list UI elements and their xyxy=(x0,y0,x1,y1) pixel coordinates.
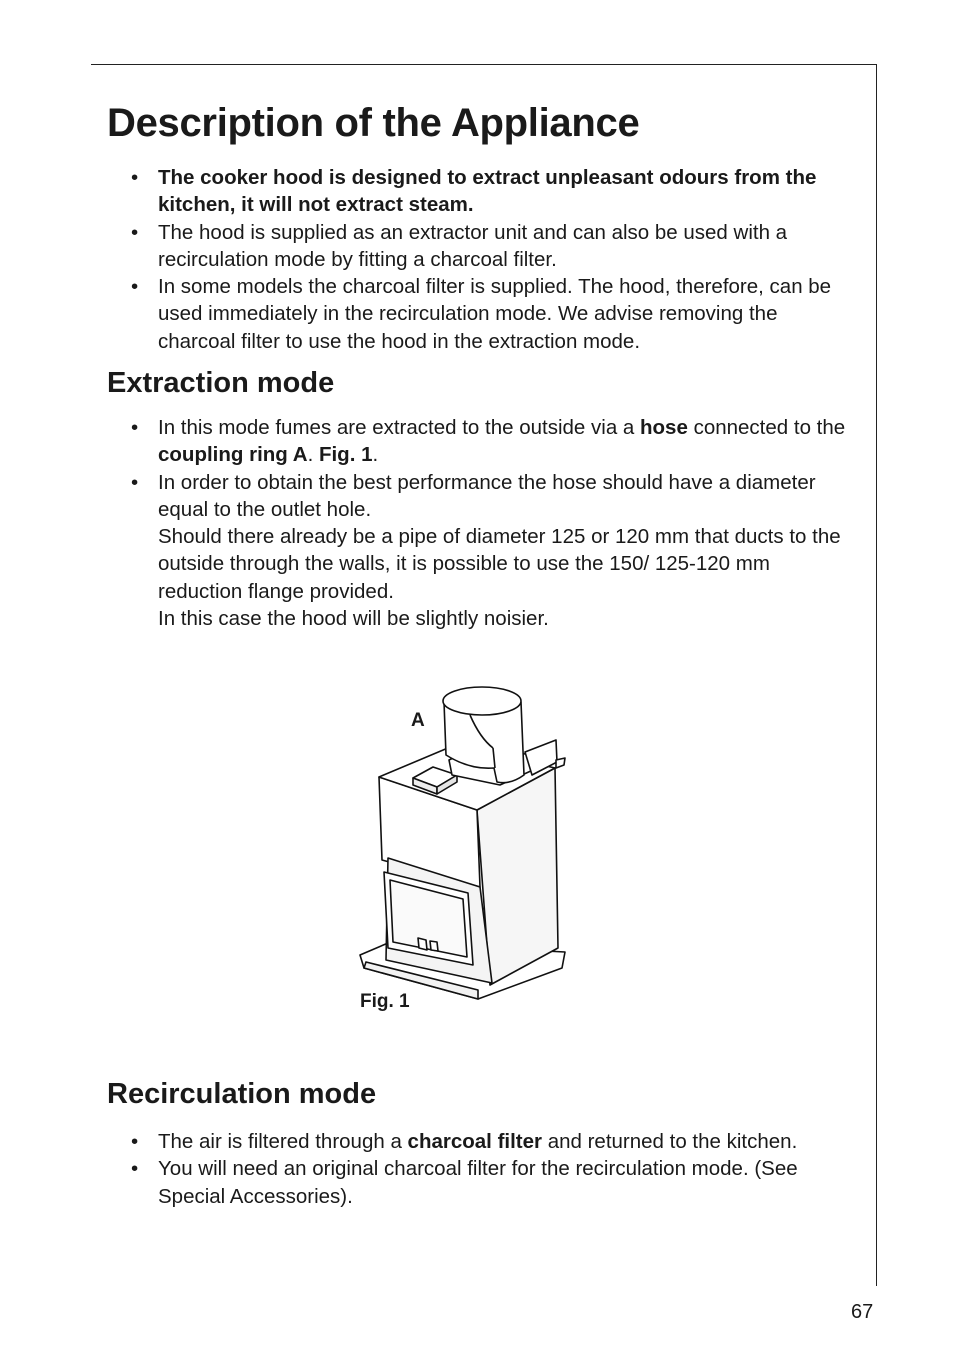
list-item xyxy=(131,469,851,633)
extraction-list xyxy=(131,414,851,632)
list-item xyxy=(131,164,851,219)
text-run: The air is filtered through a xyxy=(158,1130,408,1153)
right-border-rule xyxy=(876,64,877,1286)
intro-item-text: In some models the charcoal filter is supplied. The hood, therefore, can be used immediately in the recirculation mode. We advise removing the charcoal filter to use the hood in the extraction mode. xyxy=(158,275,832,353)
recirculation-heading: Recirculation mode xyxy=(107,1078,377,1110)
extraction-heading: Extraction mode xyxy=(107,367,335,399)
hood-illustration xyxy=(340,670,600,1015)
intro-item-bold-text: The cooker hood is designed to extract unpleasant odours from the kitchen, it will not extract steam. xyxy=(158,166,817,217)
text-run: . xyxy=(372,443,379,467)
list-item xyxy=(131,219,851,274)
list-item xyxy=(131,1155,851,1210)
list-item xyxy=(131,273,851,355)
intro-item-text: The hood is supplied as an extractor unit and can also be used with a recirculation mode by fitting a charcoal filter. xyxy=(158,220,788,271)
text-run: connected to the xyxy=(687,416,846,439)
paragraph: Should there already be a pipe of diameter 125 or 120 mm that ducts to the outside through the walls, it is possible to use the 150/ 125-120 mm reduction flange provided. xyxy=(158,525,841,603)
list-item xyxy=(131,414,851,469)
paragraph: • In order to obtain the best performance the hose should have a diameter equal to the outlet hole. xyxy=(158,470,816,521)
top-border-rule xyxy=(91,64,877,65)
paragraph: In this case the hood will be slightly noisier. xyxy=(158,607,549,631)
bold-run: Fig. 1 xyxy=(318,443,373,467)
text-run: You will need an original charcoal filter for the recirculation mode. (See Special Accessories). xyxy=(158,1157,798,1208)
figure-caption: Fig. 1 xyxy=(360,991,410,1012)
intro-list xyxy=(131,164,851,355)
text-run: . xyxy=(307,443,319,467)
page-number: 67 xyxy=(851,1301,874,1323)
figure-label-a: A xyxy=(411,710,425,731)
bold-run: charcoal filter xyxy=(407,1130,542,1153)
recirculation-list xyxy=(131,1128,851,1210)
page-title: Description of the Appliance xyxy=(107,101,640,145)
list-item xyxy=(131,1128,851,1155)
bold-run: coupling ring A xyxy=(158,443,308,467)
text-run: and returned to the kitchen. xyxy=(542,1130,798,1153)
bold-run: hose xyxy=(640,416,688,439)
text-run: In this mode fumes are extracted to the outside via a xyxy=(158,416,641,439)
